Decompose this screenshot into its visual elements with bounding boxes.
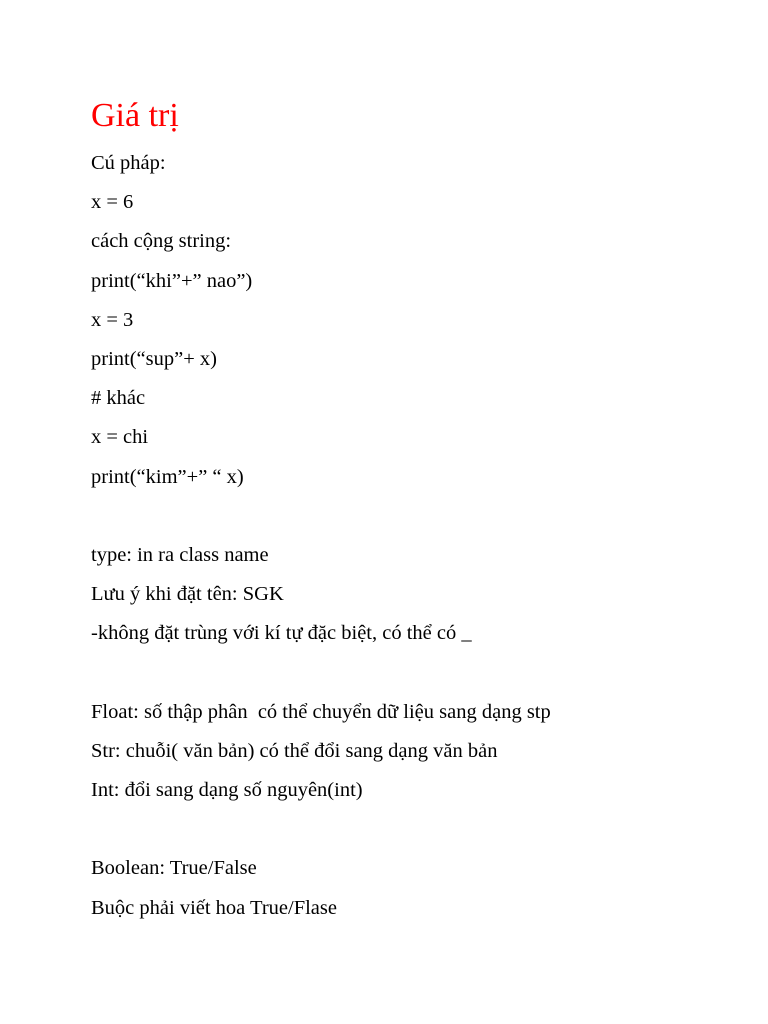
text-line: print(“sup”+ x) bbox=[91, 347, 217, 370]
blank-line bbox=[91, 810, 731, 849]
text-line: x = 6 bbox=[91, 191, 134, 214]
document-title: Giá trị bbox=[91, 97, 179, 134]
text-line: Buộc phải viết hoa True/Flase bbox=[91, 896, 337, 919]
text-line: Boolean: True/False bbox=[91, 857, 257, 880]
text-line: type: in ra class name bbox=[91, 543, 269, 566]
text-line: x = 3 bbox=[91, 308, 134, 331]
text-line: Str: chuỗi( văn bản) có thể đổi sang dạng văn bản bbox=[91, 739, 498, 762]
text-line: Float: số thập phân có thể chuyển dữ liệu sang dạng stp bbox=[91, 700, 551, 723]
text-line: cách cộng string: bbox=[91, 230, 232, 253]
document-page bbox=[91, 94, 731, 928]
text-line: Cú pháp: bbox=[91, 152, 166, 174]
blank-line bbox=[91, 653, 731, 692]
text-line: print(“kim”+” “ x) bbox=[91, 465, 244, 488]
blank-line bbox=[91, 497, 731, 536]
text-line: -không đặt trùng với kí tự đặc biệt, có thể có _ bbox=[91, 622, 472, 645]
text-line: # khác bbox=[91, 387, 146, 410]
text-line: x = chi bbox=[91, 426, 149, 449]
text-line: Lưu ý khi đặt tên: SGK bbox=[91, 583, 284, 606]
text-line: print(“khi”+” nao”) bbox=[91, 269, 253, 292]
text-line: Int: đổi sang dạng số nguyên(int) bbox=[91, 779, 363, 801]
